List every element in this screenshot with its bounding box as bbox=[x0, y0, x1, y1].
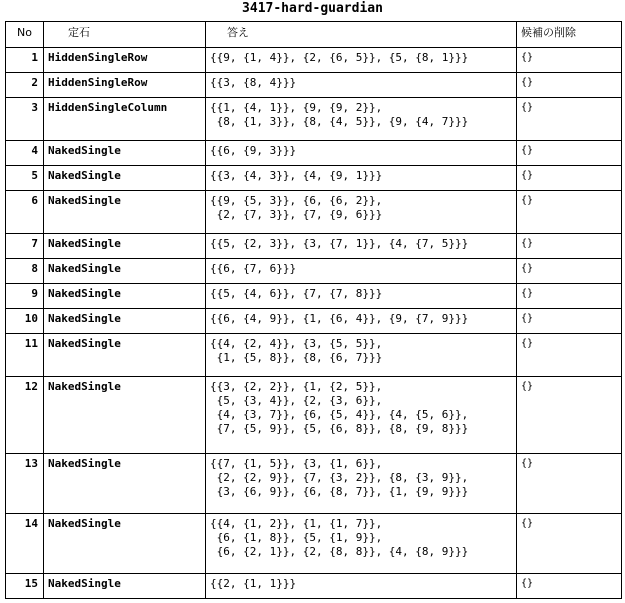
row-answer: {{3, {4, 3}}, {4, {9, 1}}} bbox=[206, 166, 517, 191]
table-row bbox=[6, 234, 622, 259]
row-no: 5 bbox=[6, 166, 44, 191]
header-row bbox=[6, 22, 622, 48]
row-answer: {{3, {2, 2}}, {1, {2, 5}}, {5, {3, 4}}, {2, {3, 6}}, {4, {3, 7}}, {6, {5, 4}}, {4, {5, 6}}, {7, {5, 9}}, {5, {6, 8}}, {8, {9, 8}}} bbox=[206, 377, 517, 454]
table-row bbox=[6, 73, 622, 98]
row-technique: NakedSingle bbox=[44, 191, 206, 234]
row-answer: {{9, {5, 3}}, {6, {6, 2}}, {2, {7, 3}}, {7, {9, 6}}} bbox=[206, 191, 517, 234]
row-elimination: {} bbox=[517, 48, 622, 73]
row-answer: {{5, {4, 6}}, {7, {7, 8}}} bbox=[206, 284, 517, 309]
page-title: 3417-hard-guardian bbox=[242, 1, 383, 16]
row-no: 1 bbox=[6, 48, 44, 73]
row-no: 9 bbox=[6, 284, 44, 309]
row-answer: {{4, {2, 4}}, {3, {5, 5}}, {1, {5, 8}}, {8, {6, 7}}} bbox=[206, 334, 517, 377]
header-no: No bbox=[6, 22, 44, 48]
row-answer: {{5, {2, 3}}, {3, {7, 1}}, {4, {7, 5}}} bbox=[206, 234, 517, 259]
row-technique: NakedSingle bbox=[44, 284, 206, 309]
row-technique: NakedSingle bbox=[44, 166, 206, 191]
table-row bbox=[6, 98, 622, 141]
row-elimination: {} bbox=[517, 454, 622, 514]
solution-table bbox=[5, 21, 622, 599]
table-row bbox=[6, 377, 622, 454]
row-answer: {{6, {4, 9}}, {1, {6, 4}}, {9, {7, 9}}} bbox=[206, 309, 517, 334]
row-no: 12 bbox=[6, 377, 44, 454]
row-no: 13 bbox=[6, 454, 44, 514]
row-elimination: {} bbox=[517, 284, 622, 309]
table-row bbox=[6, 284, 622, 309]
row-no: 10 bbox=[6, 309, 44, 334]
row-no: 6 bbox=[6, 191, 44, 234]
row-technique: NakedSingle bbox=[44, 514, 206, 574]
row-technique: HiddenSingleRow bbox=[44, 73, 206, 98]
header-answer: 答え bbox=[206, 22, 517, 48]
row-technique: NakedSingle bbox=[44, 454, 206, 514]
header-technique: 定石 bbox=[44, 22, 206, 48]
header-elimination: 候補の削除 bbox=[517, 22, 622, 48]
row-elimination: {} bbox=[517, 234, 622, 259]
row-elimination: {} bbox=[517, 191, 622, 234]
row-elimination: {} bbox=[517, 377, 622, 454]
row-no: 3 bbox=[6, 98, 44, 141]
row-answer: {{1, {4, 1}}, {9, {9, 2}}, {8, {1, 3}}, {8, {4, 5}}, {9, {4, 7}}} bbox=[206, 98, 517, 141]
row-technique: NakedSingle bbox=[44, 309, 206, 334]
row-elimination: {} bbox=[517, 514, 622, 574]
row-no: 8 bbox=[6, 259, 44, 284]
row-elimination: {} bbox=[517, 166, 622, 191]
row-technique: HiddenSingleColumn bbox=[44, 98, 206, 141]
row-answer: {{6, {9, 3}}} bbox=[206, 141, 517, 166]
table-row bbox=[6, 309, 622, 334]
row-technique: NakedSingle bbox=[44, 259, 206, 284]
row-elimination: {} bbox=[517, 309, 622, 334]
table-row bbox=[6, 141, 622, 166]
row-answer: {{6, {7, 6}}} bbox=[206, 259, 517, 284]
table-row bbox=[6, 514, 622, 574]
row-technique: HiddenSingleRow bbox=[44, 48, 206, 73]
row-no: 7 bbox=[6, 234, 44, 259]
row-answer: {{7, {1, 5}}, {3, {1, 6}}, {2, {2, 9}}, {7, {3, 2}}, {8, {3, 9}}, {3, {6, 9}}, {6, {8, 7}}, {1, {9, 9}}} bbox=[206, 454, 517, 514]
row-answer: {{2, {1, 1}}} bbox=[206, 574, 517, 599]
row-no: 14 bbox=[6, 514, 44, 574]
row-technique: NakedSingle bbox=[44, 234, 206, 259]
table-row bbox=[6, 259, 622, 284]
table-row bbox=[6, 166, 622, 191]
table-row bbox=[6, 574, 622, 599]
row-elimination: {} bbox=[517, 141, 622, 166]
row-elimination: {} bbox=[517, 259, 622, 284]
row-no: 15 bbox=[6, 574, 44, 599]
row-technique: NakedSingle bbox=[44, 141, 206, 166]
row-elimination: {} bbox=[517, 574, 622, 599]
row-elimination: {} bbox=[517, 73, 622, 98]
row-answer: {{4, {1, 2}}, {1, {1, 7}}, {6, {1, 8}}, {5, {1, 9}}, {6, {2, 1}}, {2, {8, 8}}, {4, {8, 9}}} bbox=[206, 514, 517, 574]
table-row bbox=[6, 191, 622, 234]
row-no: 4 bbox=[6, 141, 44, 166]
row-no: 11 bbox=[6, 334, 44, 377]
row-elimination: {} bbox=[517, 334, 622, 377]
table-row bbox=[6, 48, 622, 73]
table-row bbox=[6, 334, 622, 377]
row-answer: {{9, {1, 4}}, {2, {6, 5}}, {5, {8, 1}}} bbox=[206, 48, 517, 73]
row-no: 2 bbox=[6, 73, 44, 98]
table-row bbox=[6, 454, 622, 514]
row-elimination: {} bbox=[517, 98, 622, 141]
row-technique: NakedSingle bbox=[44, 574, 206, 599]
row-technique: NakedSingle bbox=[44, 377, 206, 454]
row-technique: NakedSingle bbox=[44, 334, 206, 377]
row-answer: {{3, {8, 4}}} bbox=[206, 73, 517, 98]
